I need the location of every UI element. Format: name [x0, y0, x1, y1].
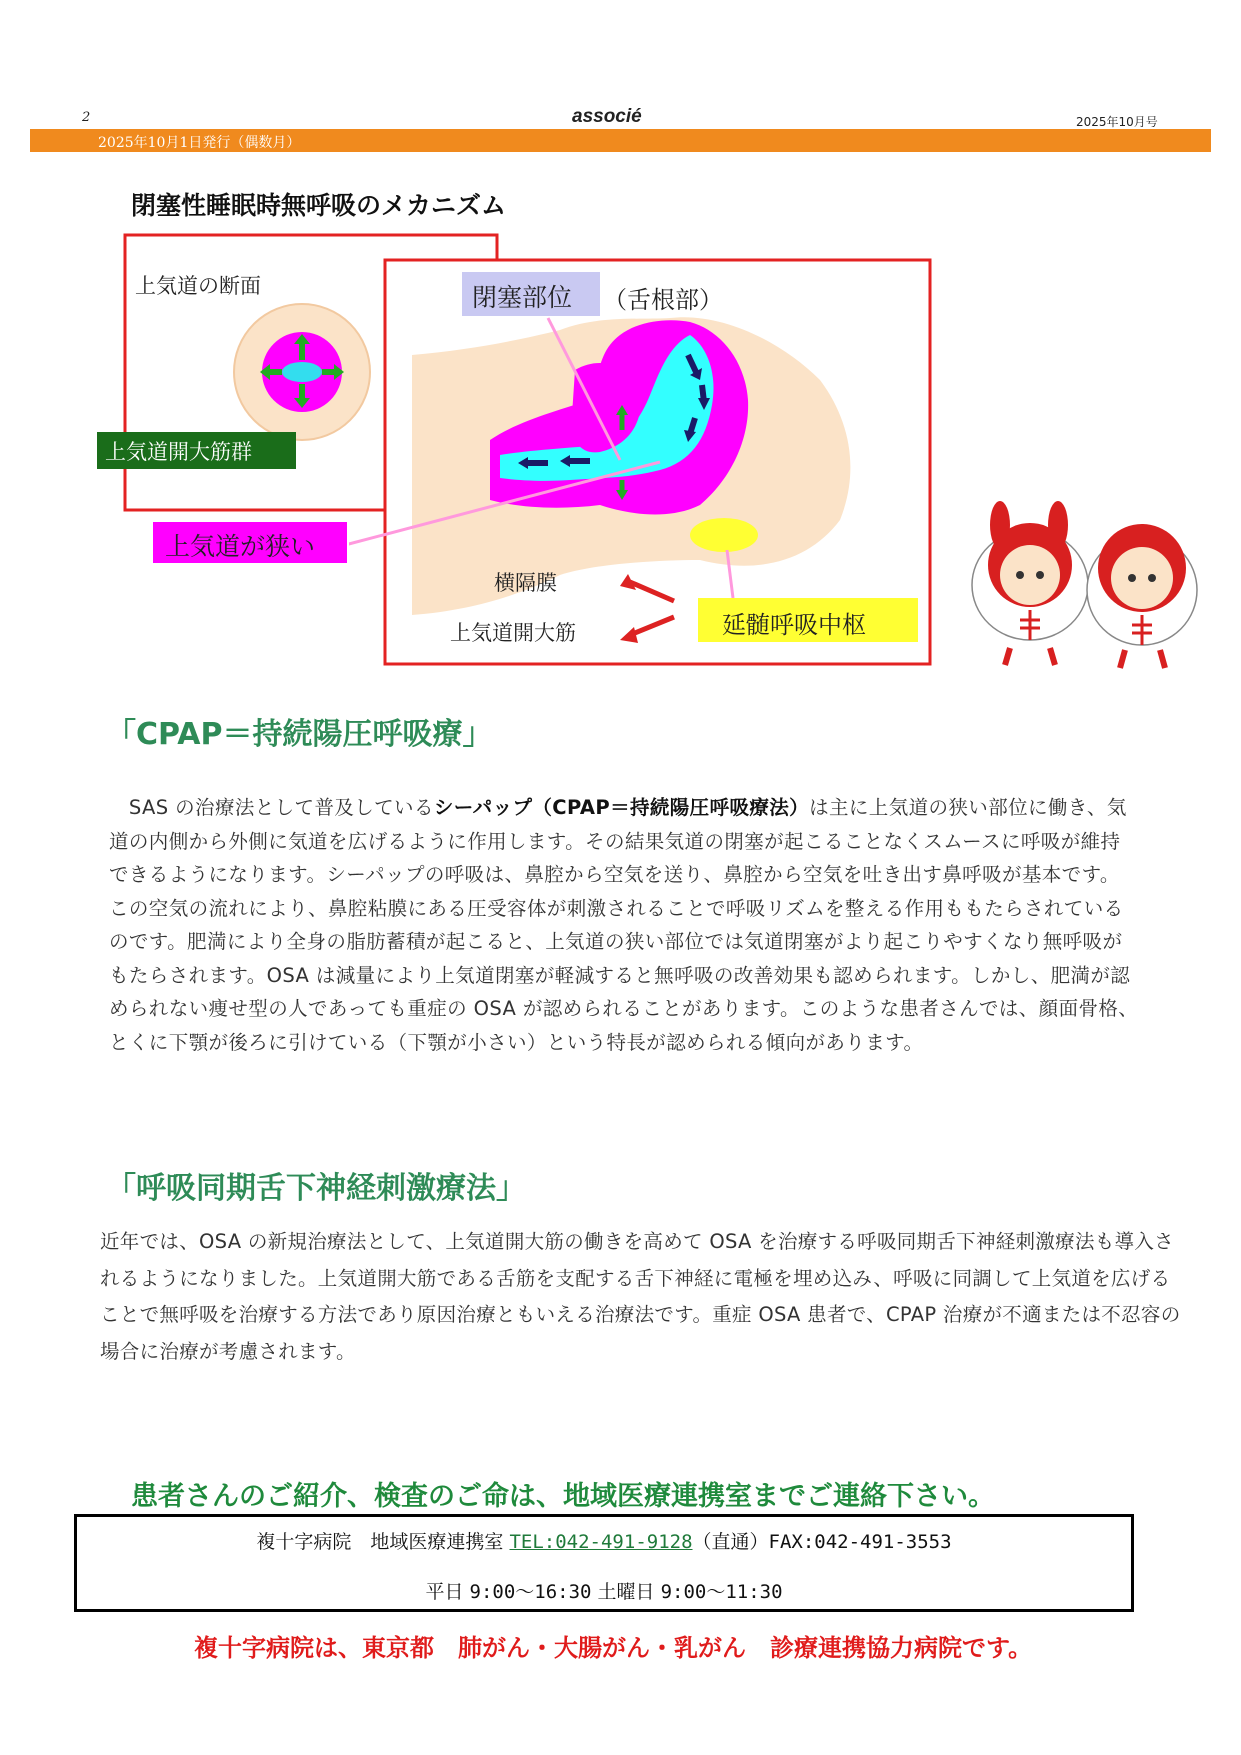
hns-paragraph: 近年では、OSA の新規治療法として、上気道開大筋の働きを高めて OSA を治療する呼吸同期舌下神経刺激療法も導入されるようになりました。上気道開大筋である舌筋を支配する舌下神経に電極を埋め込み、呼吸に同調して上気道を広げることで無呼吸を治療する方法であり原因治療ともいえる治療法です。重症 OSA 患者で、CPAP 治療が不適または不忍容の場合に治療が考慮されます。	[100, 1230, 1181, 1363]
medulla-center-label: 延髄呼吸中枢	[722, 611, 866, 639]
issue-label: 2025年10月号	[1076, 115, 1158, 129]
cpap-term: シーパップ（CPAP＝持続陽圧呼吸療法）	[433, 796, 810, 819]
figure-title: 閉塞性睡眠時無呼吸のメカニズム	[131, 191, 507, 220]
medulla-ellipse	[690, 518, 758, 552]
hns-heading: 「呼吸同期舌下神経刺激療法」	[106, 1171, 526, 1206]
hospital-name: 複十字病院 地域医療連携室	[256, 1531, 504, 1553]
contact-box	[74, 1514, 1134, 1612]
muscle-group-label: 上気道開大筋群	[105, 440, 252, 464]
footer-note: 複十字病院は、東京都 肺がん・大腸がん・乳がん 診療連携協力病院です。	[194, 1634, 1033, 1662]
weekday-hours: 9:00～16:30	[469, 1581, 592, 1603]
cpap-paragraph-body: は主に上気道の狭い部位に働き、気道の内側から外側に気道を広げるように作用します。その結果気道の閉塞が起こることなくスムースに呼吸が維持できるようになります。シーパップの呼吸は、鼻腔から空気を送り、鼻腔から空気を吐き出す鼻呼吸が基本です。この空気の流れにより、鼻腔粘膜にある圧受容体が刺激されることで呼吸リズムを整える作用ももたらされているのです。肥満により全身の脂肪蓄積が起こると、上気道の狭い部位では気道閉塞がより起こりやすくなり無呼吸がもたらされます。OSA は減量により上気道閉塞が軽減すると無呼吸の改善効果も認められます。しかし、肥満が認められない痩せ型の人であっても重症の OSA が認められることがあります。このような患者さんでは、顔面骨格、とくに下顎が後ろに引けている（下顎が小さい）という特長が認められる傾向があります。	[109, 796, 1139, 1054]
weekday-label: 平日	[425, 1581, 464, 1603]
osa-mechanism-figure	[0, 0, 1241, 700]
diaphragm-label: 横隔膜	[494, 571, 557, 595]
tel-link[interactable]: TEL:042-491-9128	[509, 1531, 693, 1553]
tongue-base-label: （舌根部）	[603, 286, 723, 314]
narrow-airway-label: 上気道が狭い	[165, 532, 316, 561]
cross-section-airway	[282, 362, 322, 382]
page-number: 2	[82, 110, 91, 125]
publish-info: 2025年10月1日発行（偶数月）	[98, 135, 301, 151]
newsletter-title: associé	[572, 106, 642, 127]
contact-lead: 患者さんのご紹介、検査のご命は、地域医療連携室までご連絡下さい。	[131, 1481, 995, 1512]
saturday-label: 土曜日	[597, 1581, 655, 1603]
contact-line-phone	[77, 1527, 1131, 1554]
saturday-hours: 9:00～11:30	[660, 1581, 783, 1603]
cpap-paragraph-prefix: SAS の治療法として普及している	[109, 796, 434, 819]
contact-line-hours	[77, 1577, 1131, 1604]
direct-label: （直通）	[692, 1531, 769, 1553]
obstruction-site-label: 閉塞部位	[472, 283, 573, 312]
cross-section-label: 上気道の断面	[135, 274, 261, 298]
dilator-muscle-label: 上気道開大筋	[450, 621, 576, 645]
fax-number: FAX:042-491-3553	[768, 1531, 952, 1553]
cpap-paragraph	[109, 791, 1139, 1059]
cpap-heading: 「CPAP＝持続陽圧呼吸療」	[106, 717, 493, 752]
mascot-illustration	[972, 501, 1197, 668]
